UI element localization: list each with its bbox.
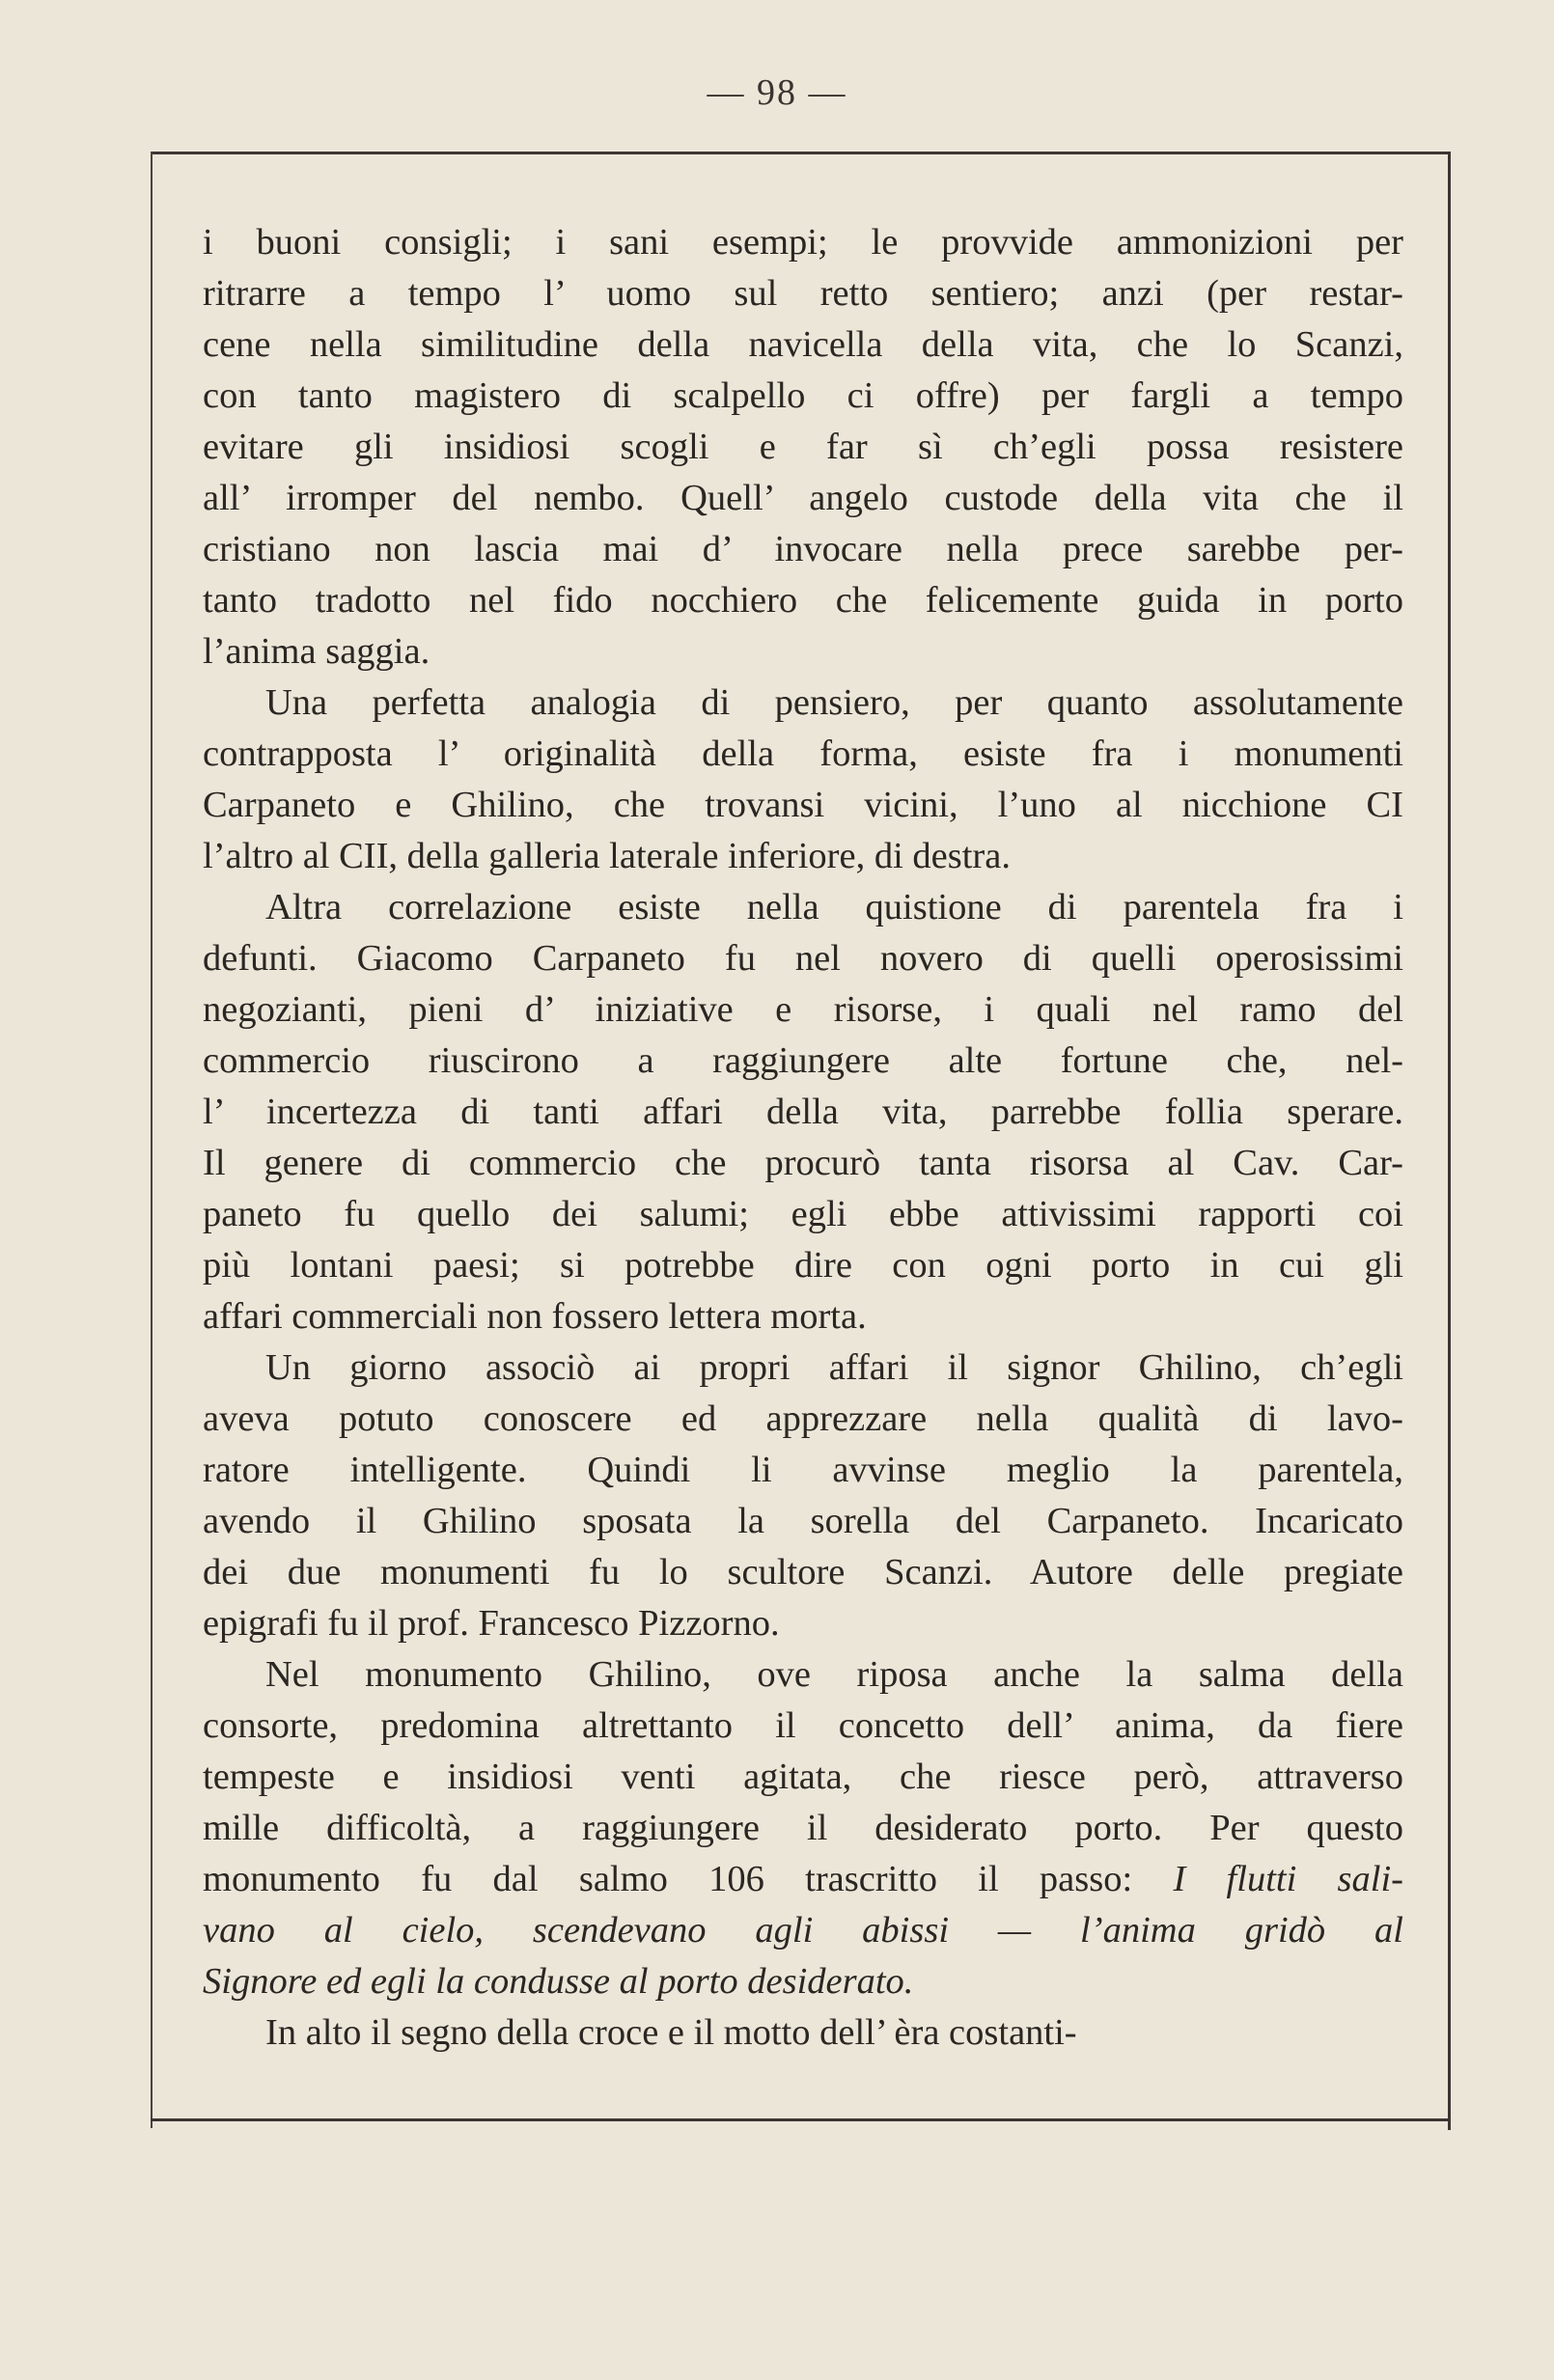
text-line	[203, 1956, 1403, 2007]
paragraph-p2	[203, 678, 1403, 882]
text-line: epigrafi fu il prof. Francesco Pizzorno.	[203, 1603, 780, 1644]
text-line	[203, 1854, 1403, 1905]
text-line: dei due monumenti fu lo scultore Scanzi. Autore delle pregiate	[203, 1552, 1403, 1592]
text-line: l’anima saggia.	[203, 631, 430, 672]
text-line: tempeste e insidiosi venti agitata, che riesce però, attraverso	[203, 1757, 1403, 1797]
text-line: l’altro al CII, della galleria laterale inferiore, di destra.	[203, 836, 1011, 876]
text-line: contrapposta l’ originalità della forma, esiste fra i monumenti	[203, 733, 1403, 774]
text-line: paneto fu quello dei salumi; egli ebbe attivissimi rapporti coi	[203, 1194, 1403, 1234]
paragraph-p1	[203, 217, 1403, 678]
text-line: aveva potuto conoscere ed apprezzare nella qualità di lavo-	[203, 1398, 1403, 1439]
frame-left-rule	[151, 152, 153, 2128]
text-line: Un giorno associò ai propri affari il signor Ghilino, ch’egli	[265, 1347, 1403, 1388]
italic-quote-run: Signore ed egli la condusse al porto desiderato.	[203, 1961, 914, 2002]
text-line: con tanto magistero di scalpello ci offre) per fargli a tempo	[203, 375, 1403, 416]
text-line: più lontani paesi; si potrebbe dire con ogni porto in cui gli	[203, 1245, 1403, 1286]
body-text	[203, 217, 1403, 2059]
text-line: avendo il Ghilino sposata la sorella del Carpaneto. Incaricato	[203, 1501, 1403, 1541]
paragraph-p6	[203, 2007, 1403, 2059]
paragraph-p5	[203, 1649, 1403, 2007]
text-line: Una perfetta analogia di pensiero, per quanto assolutamente	[265, 682, 1403, 723]
text-line: defunti. Giacomo Carpaneto fu nel novero di quelli operosissimi	[203, 938, 1403, 979]
text-line: Il genere di commercio che procurò tanta risorsa al Cav. Car-	[203, 1143, 1403, 1183]
paragraph-p4	[203, 1342, 1403, 1649]
frame-bottom-rule	[151, 2118, 1451, 2121]
text-run: monumento fu dal salmo 106 trascritto il passo:	[203, 1859, 1174, 1899]
frame-right-rule	[1448, 152, 1451, 2130]
italic-quote-run: I flutti sali-	[1173, 1859, 1404, 1899]
text-line: ritrarre a tempo l’ uomo sul retto sentiero; anzi (per restar-	[203, 273, 1403, 314]
text-line: mille difficoltà, a raggiungere il desiderato porto. Per questo	[203, 1808, 1403, 1848]
text-line: evitare gli insidiosi scogli e far sì ch’egli possa resistere	[203, 427, 1403, 467]
text-line: commercio riuscirono a raggiungere alte fortune che, nel-	[203, 1040, 1403, 1081]
text-line: negozianti, pieni d’ iniziative e risorse, i quali nel ramo del	[203, 989, 1403, 1030]
text-line: cene nella similitudine della navicella della vita, che lo Scanzi,	[203, 324, 1403, 365]
text-line	[203, 1905, 1403, 1956]
text-line: cristiano non lascia mai d’ invocare nella prece sarebbe per-	[203, 529, 1403, 569]
text-line: i buoni consigli; i sani esempi; le provvide ammonizioni per	[203, 222, 1403, 263]
text-line: affari commerciali non fossero lettera morta.	[203, 1296, 867, 1337]
text-line: In alto il segno della croce e il motto dell’ èra costanti-	[265, 2012, 1077, 2053]
text-line: Nel monumento Ghilino, ove riposa anche la salma della	[265, 1654, 1403, 1695]
page-number: — 98 —	[707, 72, 847, 113]
paragraph-p3	[203, 882, 1403, 1342]
text-line: Carpaneto e Ghilino, che trovansi vicini, l’uno al nicchione CI	[203, 785, 1403, 825]
text-line: Altra correlazione esiste nella quistione di parentela fra i	[265, 887, 1403, 927]
text-line: ratore intelligente. Quindi li avvinse meglio la parentela,	[203, 1450, 1403, 1490]
text-line: l’ incertezza di tanti affari della vita, parrebbe follia sperare.	[203, 1092, 1403, 1132]
text-line: consorte, predomina altrettanto il concetto dell’ anima, da fiere	[203, 1705, 1403, 1746]
italic-quote-run: vano al cielo, scendevano agli abissi — l’anima gridò al	[203, 1910, 1403, 1951]
text-line: all’ irromper del nembo. Quell’ angelo custode della vita che il	[203, 478, 1403, 518]
frame-top-rule	[151, 152, 1449, 154]
text-line: tanto tradotto nel fido nocchiero che felicemente guida in porto	[203, 580, 1403, 621]
